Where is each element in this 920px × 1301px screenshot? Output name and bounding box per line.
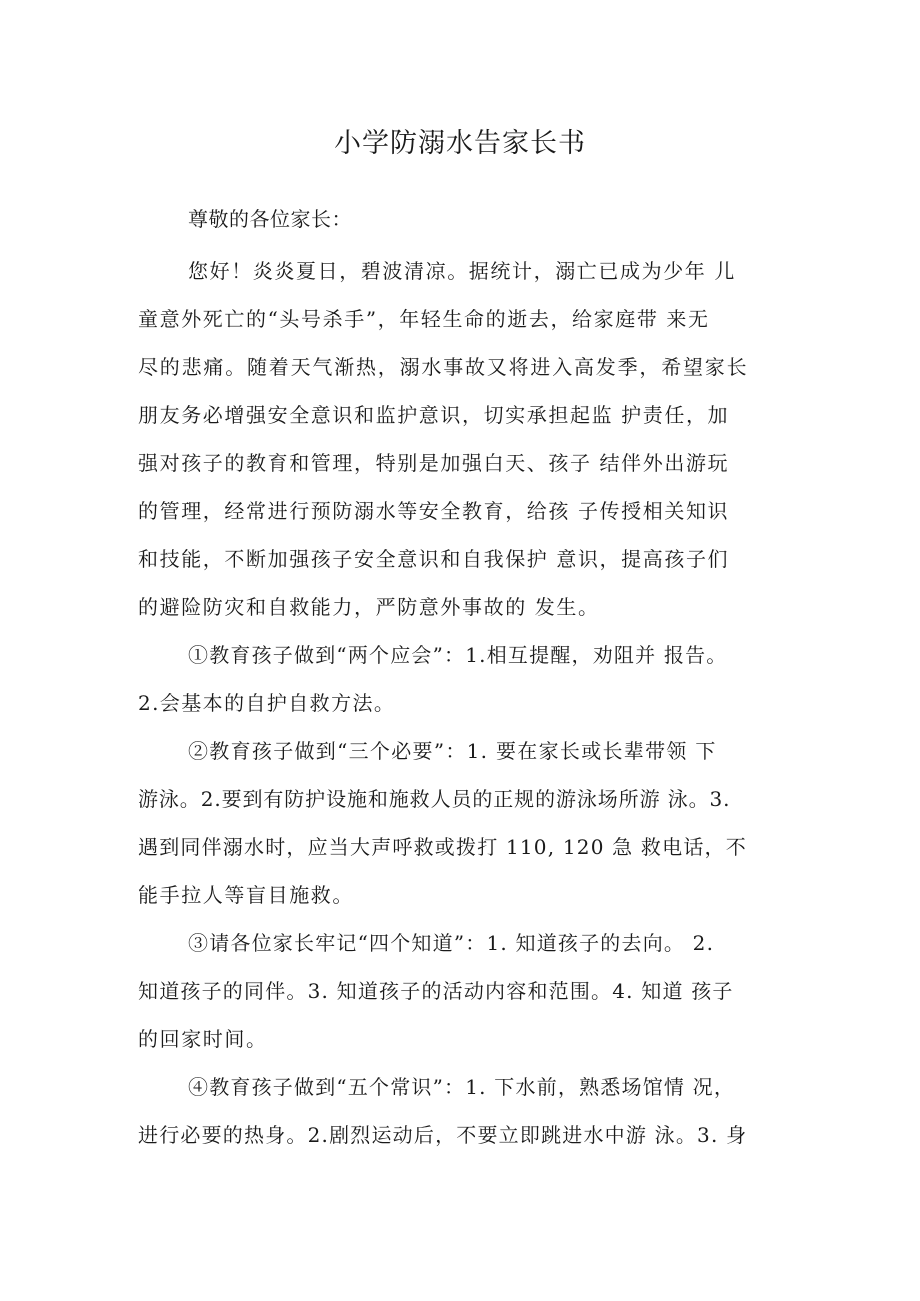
item-3-line: ③请各位家长牢记“四个知道”：1. 知道孩子的去向。 2. (188, 931, 715, 955)
item-1-line: 2.会基本的自护自救方法。 (138, 691, 396, 715)
item-4-line: 进行必要的热身。2.剧烈运动后，不要立即跳进水中游 泳。3. 身 (138, 1123, 748, 1147)
document-title: 小学防溺水告家长书 (334, 128, 586, 159)
body-line: 朋友务必增强安全意识和监护意识，切实承担起监 护责任，加 (138, 403, 730, 427)
body-line: 童意外死亡的“头号杀手”，年轻生命的逝去，给家庭带 来无 (138, 307, 710, 331)
item-2-line: ②教育孩子做到“三个必要”：1. 要在家长或长辈带领 下 (188, 739, 717, 763)
item-1-line: ①教育孩子做到“两个应会”：1.相互提醒，劝阻并 报告。 (188, 643, 728, 667)
item-3-line: 知道孩子的同伴。3. 知道孩子的活动内容和范围。4. 知道 孩子 (138, 979, 734, 1003)
item-2-line: 能手拉人等盲目施救。 (138, 883, 354, 907)
item-2-line: 遇到同伴溺水时，应当大声呼救或拨打 110, 120 急 救电话，不 (138, 835, 747, 859)
body-line: 尽的悲痛。随着天气渐热，溺水事故又将进入高发季，希望家长 (138, 355, 749, 379)
body-line: 强对孩子的教育和管理，特别是加强白天、孩子 结伴外出游玩 (138, 451, 730, 475)
body-line: 的管理，经常进行预防溺水等安全教育，给孩 子传授相关知识 (138, 499, 730, 523)
body-line: 您好！炎炎夏日，碧波清凉。据统计，溺亡已成为少年 儿 (188, 259, 736, 283)
item-2-line: 游泳。2.要到有防护设施和施救人员的正规的游泳场所游 泳。3. (138, 787, 731, 811)
salutation-line: 尊敬的各位家长： (188, 207, 352, 231)
body-line: 的避险防灾和自救能力，严防意外事故的 发生。 (138, 595, 600, 619)
item-3-line: 的回家时间。 (138, 1027, 268, 1051)
item-4-line: ④教育孩子做到“五个常识”：1. 下水前，熟悉场馆情 况， (188, 1075, 736, 1099)
body-line: 和技能，不断加强孩子安全意识和自我保护 意识，提高孩子们 (138, 547, 730, 571)
